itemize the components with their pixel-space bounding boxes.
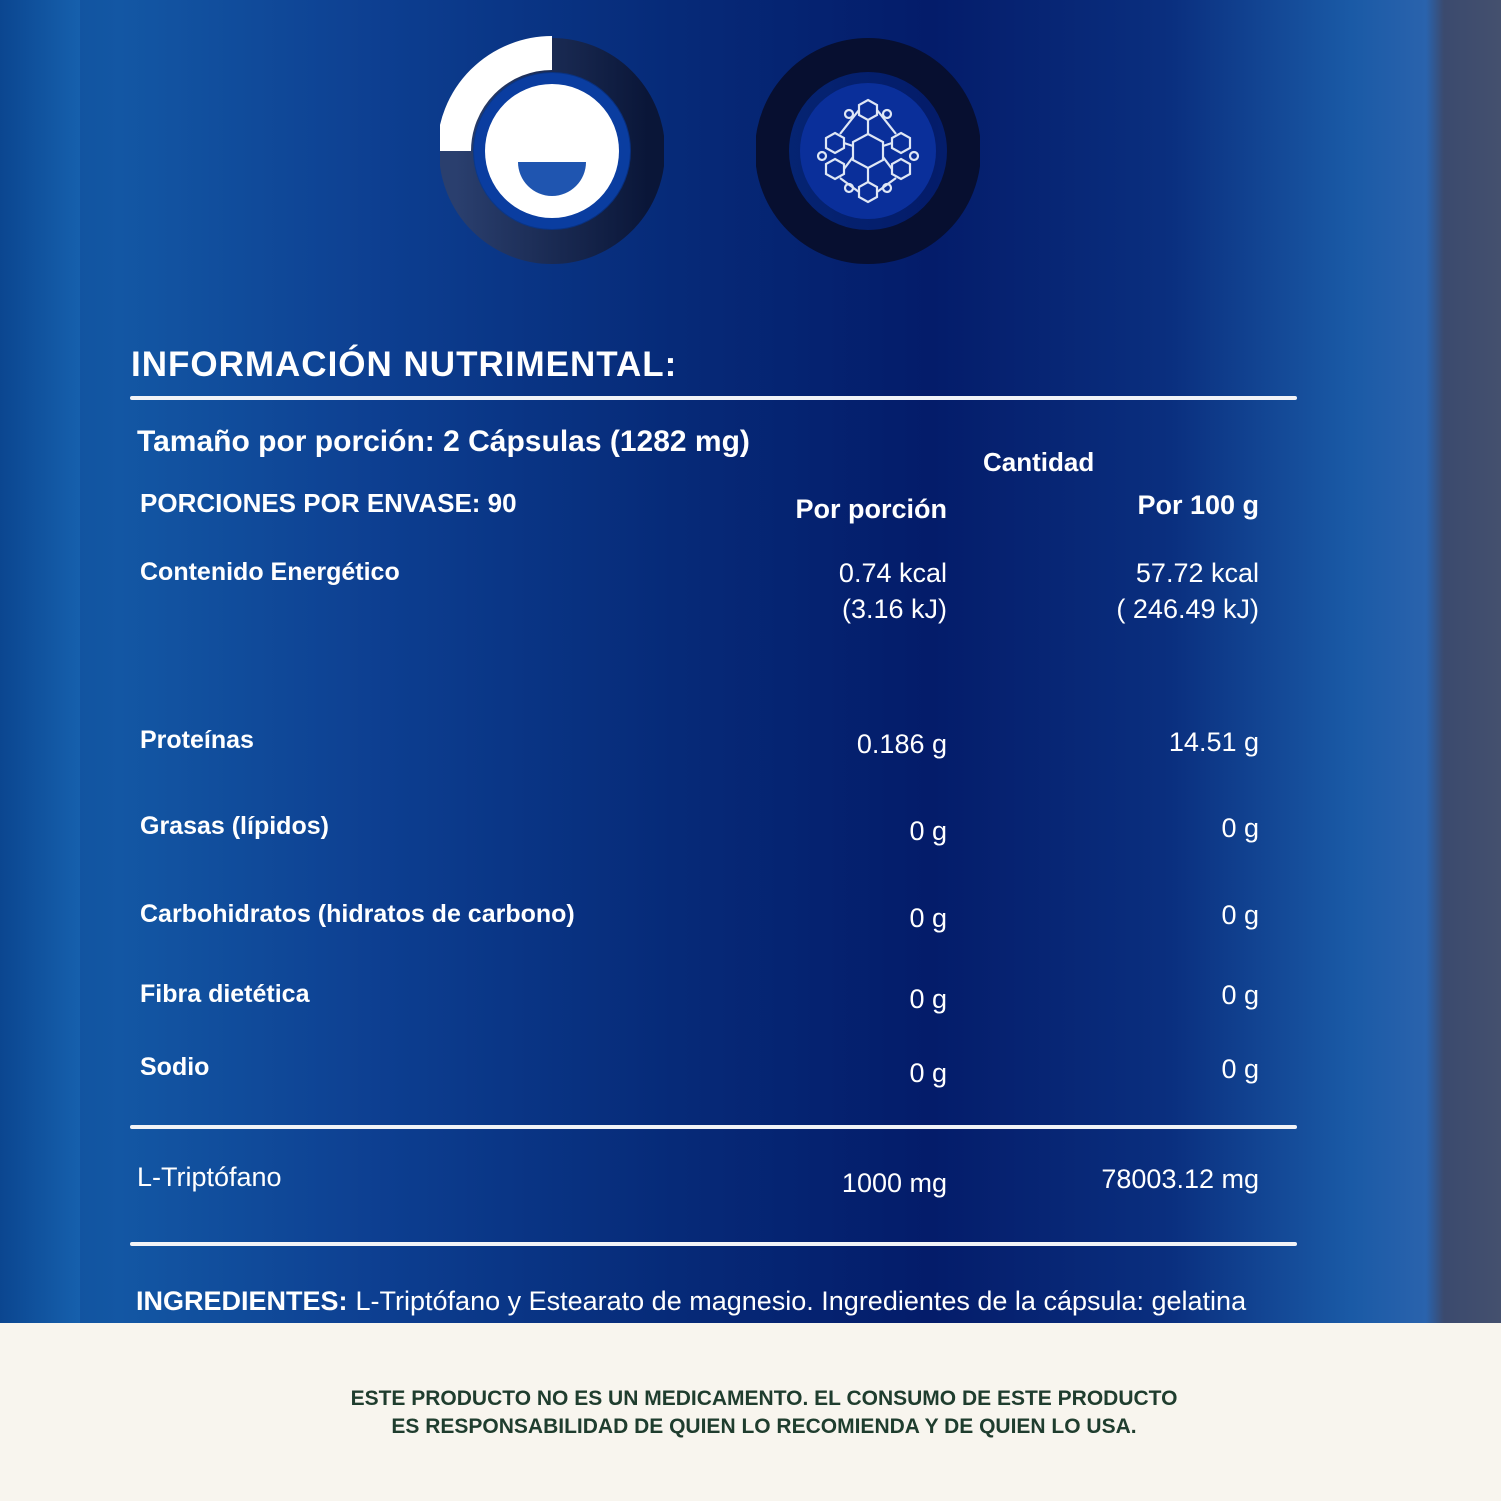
- disclaimer-line-1: ESTE PRODUCTO NO ES UN MEDICAMENTO. EL CONSUMO DE ESTE PRODUCTO: [350, 1387, 1178, 1410]
- nutrient-per-100g: 0 g: [1221, 1054, 1259, 1084]
- nutrient-name: Sodio: [140, 1053, 210, 1081]
- tryptophan-per-serving: 1000 mg: [841, 1168, 947, 1198]
- ingredients: [136, 1286, 1336, 1317]
- mood-icon: [440, 36, 664, 266]
- nutrient-per-serving: 0 g: [909, 1058, 947, 1088]
- nutrient-per-100g: 0 g: [1221, 900, 1259, 930]
- cantidad-header: Cantidad: [983, 447, 1095, 477]
- tryptophan-name: L-Triptófano: [137, 1162, 282, 1192]
- nutrient-per-serving: 0 g: [909, 816, 947, 846]
- nutrient-per-100g: 0 g: [1221, 980, 1259, 1010]
- bottom-divider: [130, 1242, 1297, 1246]
- ingredients-text: L-Triptófano y Estearato de magnesio. Ingredientes de la cápsula: gelatina: [355, 1286, 1247, 1316]
- title-divider: [130, 396, 1297, 400]
- nutrient-per-serving: 0 g: [909, 984, 947, 1014]
- nutrition-title: INFORMACIÓN NUTRIMENTAL:: [131, 345, 678, 384]
- table-divider: [130, 1125, 1297, 1129]
- disclaimer-line-2: ES RESPONSABILIDAD DE QUIEN LO RECOMIENDA Y DE QUIEN LO USA.: [391, 1415, 1137, 1438]
- per-serving-header: Por porción: [795, 494, 947, 524]
- nutrient-name: Carbohidratos (hidratos de carbono): [140, 900, 575, 928]
- energy-per-serving-kj: (3.16 kJ): [841, 594, 947, 624]
- energy-name: Contenido Energético: [140, 558, 400, 586]
- nutrient-per-serving: 0.186 g: [856, 729, 947, 759]
- tryptophan-per-100g: 78003.12 mg: [1101, 1164, 1259, 1194]
- per-100g-header: Por 100 g: [1137, 490, 1259, 520]
- disclaimer: [0, 1385, 1501, 1441]
- energy-per-100g-kcal: 57.72 kcal: [1135, 558, 1259, 588]
- nutrient-name: Fibra dietética: [140, 980, 310, 1008]
- nutrient-per-serving: 0 g: [909, 903, 947, 933]
- nutrient-per-100g: 0 g: [1221, 813, 1259, 843]
- ingredients-label: INGREDIENTES:: [136, 1286, 348, 1316]
- molecule-icon: [756, 36, 980, 266]
- servings-per-container: PORCIONES POR ENVASE: 90: [140, 488, 517, 518]
- nutrient-name: Proteínas: [140, 726, 254, 754]
- serving-size: Tamaño por porción: 2 Cápsulas (1282 mg): [137, 425, 750, 458]
- energy-per-100g-kj: ( 246.49 kJ): [1116, 594, 1259, 624]
- nutrient-name: Grasas (lípidos): [140, 812, 329, 840]
- nutrient-per-100g: 14.51 g: [1168, 727, 1259, 757]
- energy-per-serving-kcal: 0.74 kcal: [838, 558, 947, 588]
